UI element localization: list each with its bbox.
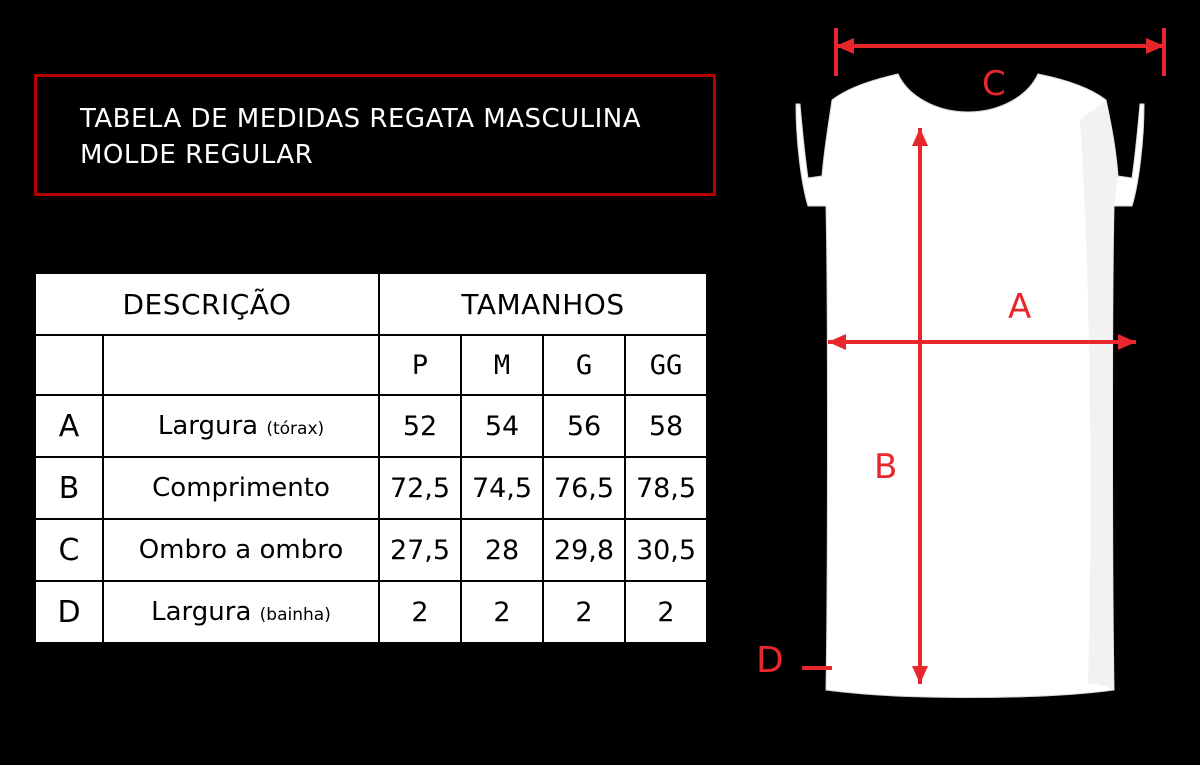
row-a-value-m: 54: [461, 395, 543, 457]
row-letter-c: C: [35, 519, 103, 581]
size-label-p: P: [379, 335, 461, 395]
table-row: [35, 395, 707, 457]
table-header-row: [35, 273, 707, 335]
row-b-value-p: 72,5: [379, 457, 461, 519]
title-line-1: TABELA DE MEDIDAS REGATA MASCULINA: [80, 104, 642, 134]
row-b-value-g: 76,5: [543, 457, 625, 519]
label-b: B: [874, 447, 898, 487]
label-d: D: [756, 640, 784, 681]
row-desc-a-main: Largura: [157, 411, 259, 441]
blank-cell-desc: [103, 335, 379, 395]
row-b-value-gg: 78,5: [625, 457, 707, 519]
row-desc-b-main: Comprimento: [152, 473, 330, 503]
row-a-value-gg: 58: [625, 395, 707, 457]
row-letter-a: A: [35, 395, 103, 457]
row-letter-b: B: [35, 457, 103, 519]
size-label-m: M: [461, 335, 543, 395]
arrow-c-left: [836, 38, 854, 54]
row-a-value-p: 52: [379, 395, 461, 457]
row-letter-d: D: [35, 581, 103, 643]
row-desc-d: [103, 581, 379, 643]
garment-diagram: [740, 0, 1200, 765]
row-desc-c-main: Ombro a ombro: [138, 535, 344, 565]
arrow-a-right: [1118, 334, 1136, 350]
size-label-g: G: [543, 335, 625, 395]
label-a: A: [1008, 287, 1032, 327]
header-sizes: TAMANHOS: [379, 273, 707, 335]
blank-cell-letter: [35, 335, 103, 395]
row-d-value-g: 2: [543, 581, 625, 643]
row-c-value-g: 29,8: [543, 519, 625, 581]
size-label-gg: GG: [625, 335, 707, 395]
table-size-row: [35, 335, 707, 395]
header-description: DESCRIÇÃO: [35, 273, 379, 335]
row-desc-a-sub: (tórax): [266, 419, 325, 439]
table-row: [35, 519, 707, 581]
arrow-c-right: [1146, 38, 1164, 54]
title-box: [34, 74, 716, 196]
table-row: [35, 457, 707, 519]
row-d-value-m: 2: [461, 581, 543, 643]
measurements-table: [34, 272, 708, 644]
label-c: C: [982, 64, 1006, 104]
row-d-value-p: 2: [379, 581, 461, 643]
row-desc-a: [103, 395, 379, 457]
row-desc-b: [103, 457, 379, 519]
row-desc-c: [103, 519, 379, 581]
row-c-value-m: 28: [461, 519, 543, 581]
row-c-value-p: 27,5: [379, 519, 461, 581]
row-desc-d-sub: (bainha): [259, 605, 331, 625]
row-c-value-gg: 30,5: [625, 519, 707, 581]
row-a-value-g: 56: [543, 395, 625, 457]
row-desc-d-main: Largura: [151, 597, 252, 627]
table-row: [35, 581, 707, 643]
tank-top-illustration: [740, 0, 1200, 765]
row-b-value-m: 74,5: [461, 457, 543, 519]
title-line-2: MOLDE REGULAR: [80, 140, 314, 170]
row-d-value-gg: 2: [625, 581, 707, 643]
